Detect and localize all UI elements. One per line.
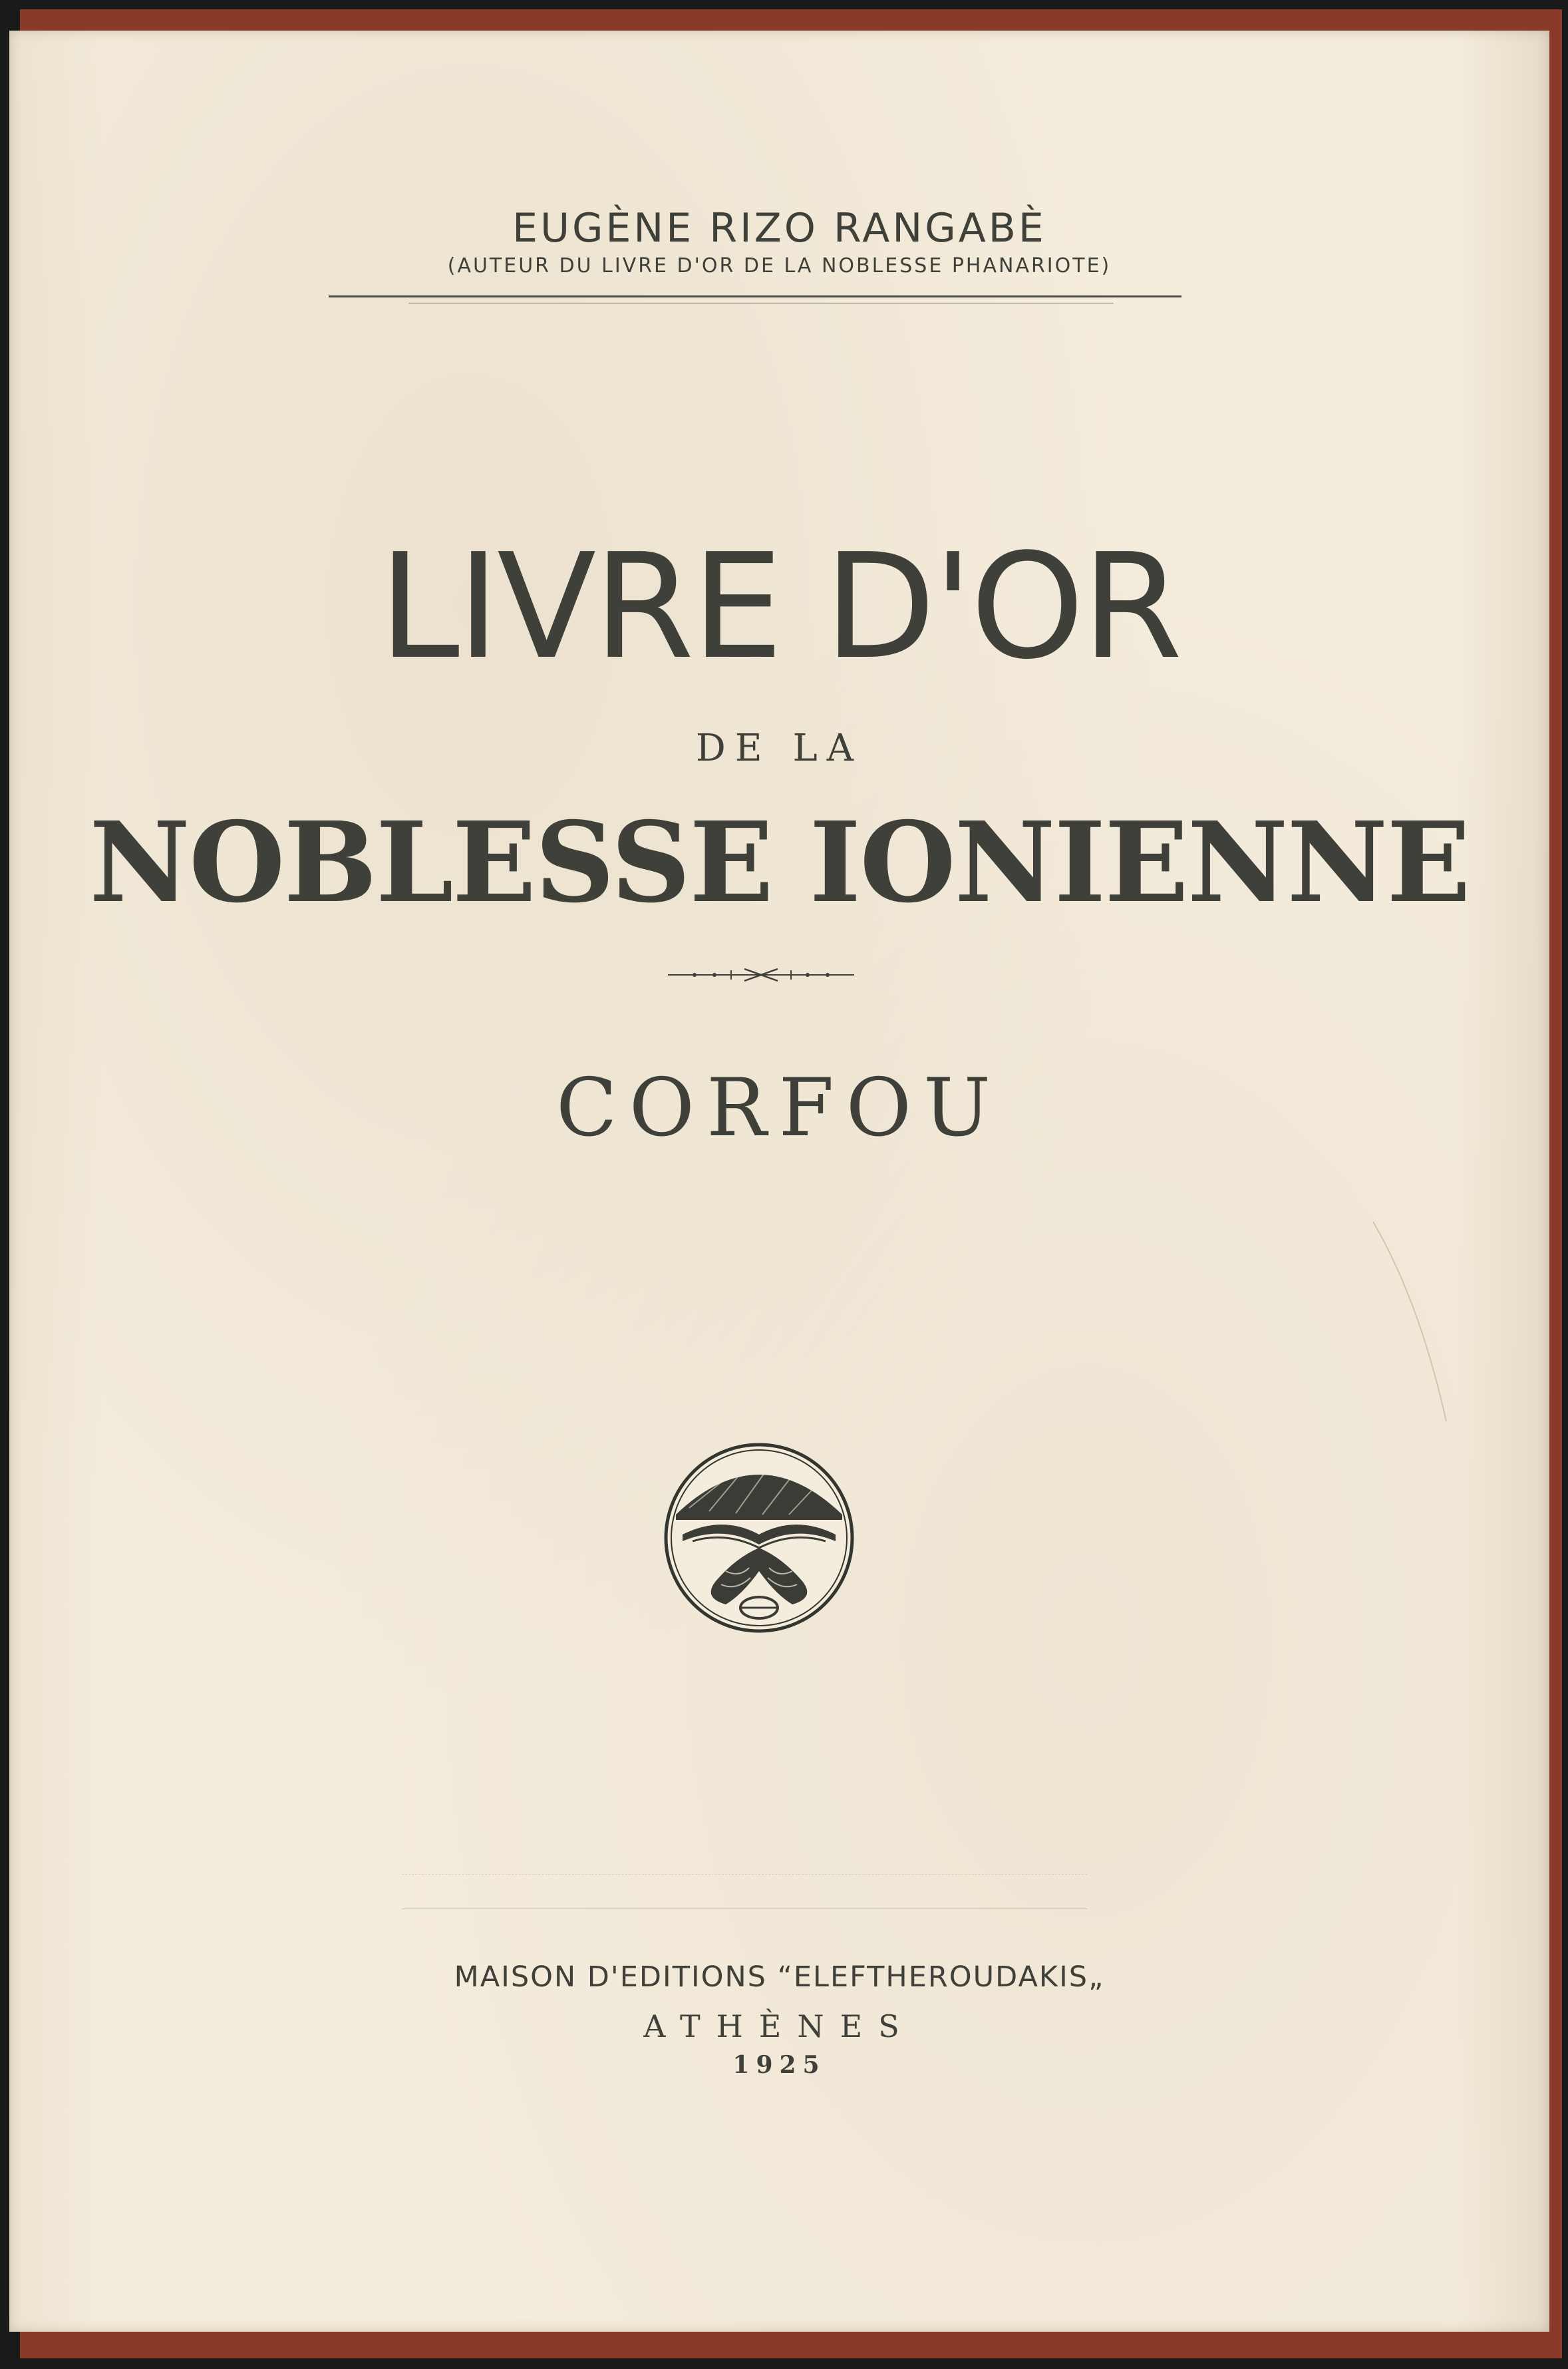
book-title: LIVRE D'OR [379,523,1180,691]
title-connector: DE LA [695,727,863,770]
divider-ornament-icon [668,965,854,985]
header-rule [329,295,1181,297]
publication-year: 1925 [732,2051,826,2079]
paper-page [9,31,1549,2332]
author-note: (AUTEUR DU LIVRE D'OR DE LA NOBLESSE PHANARIOTE) [447,254,1112,277]
publisher-emblem-icon [663,1441,856,1634]
place-name: CORFOU [555,1062,1003,1155]
author-name: EUGÈNE RIZO RANGABÈ [512,205,1046,252]
publisher-name: MAISON D'EDITIONS “ELEFTHEROUDAKIS„ [454,1960,1105,1994]
faint-rule-upper [402,1874,1087,1875]
paper-crease [1373,1222,1453,1421]
book-subtitle: NOBLESSE IONIENNE [89,798,1470,928]
publisher-city: ATHÈNES [643,2008,915,2044]
